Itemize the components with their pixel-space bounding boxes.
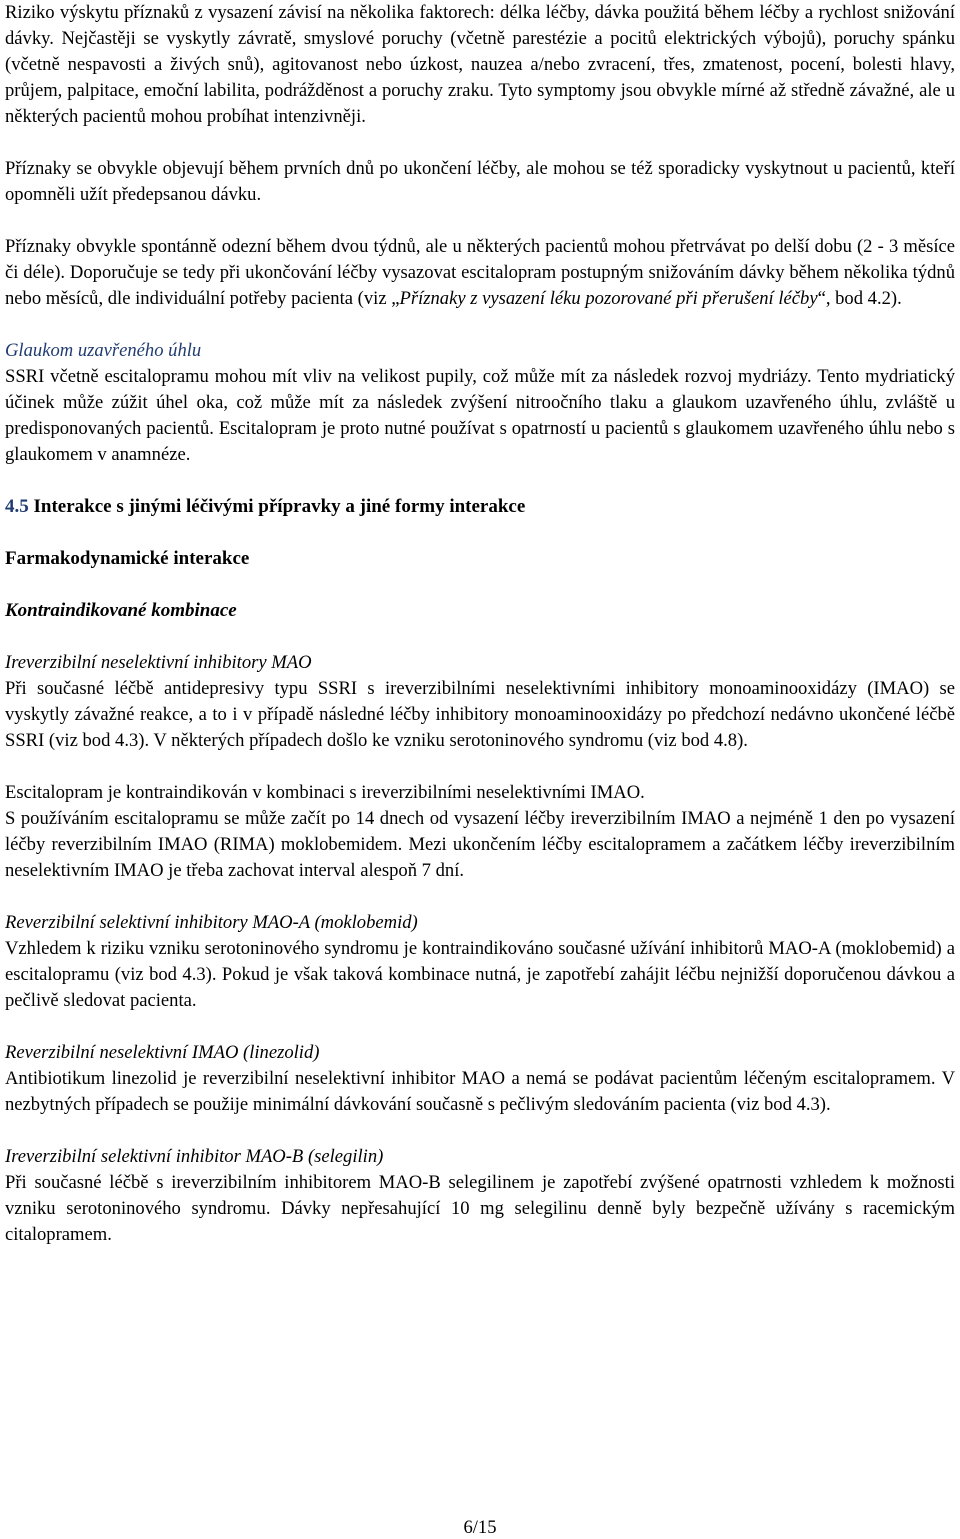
reversible-mao-a-heading: Reverzibilní selektivní inhibitory MAO-A (moklobemid) — [5, 912, 418, 933]
irreversible-mao-paragraph: Při současné léčbě antidepresivy typu SSRI s ireverzibilními neselektivními inhibitory monoaminooxidázy (IMAO) se vyskytly závažné reakce, a to i v případě následné léčby inhibitory monoaminooxidázy po předchozí nedávno ukončené léčbě SSRI (viz bod 4.3). V některých případech došlo ke vzniku serotoninového syndromu (viz bod 4.8). — [5, 678, 955, 751]
text-span: “, bod 4.2). — [817, 288, 902, 309]
glaucoma-paragraph: SSRI včetně escitalopramu mohou mít vliv na velikost pupily, což může mít za následek rozvoj mydriázy. Tento mydriatický účinek může zúžit úhel oka, což může mít za následek zvýšení nitroočního tlaku a glaukom uzavřeného úhlu, zvláště u predisponovaných pacientů. Escitalopram je proto nutné používat s opatrností u pacientů s glaukomem uzavřeného úhlu nebo s glaukomem v anamnéze. — [5, 366, 955, 465]
subsection-heading: Farmakodynamické interakce — [5, 548, 250, 569]
selegilin-paragraph: Při současné léčbě s ireverzibilním inhibitorem MAO-B selegilinem je zapotřebí zvýšené opatrnosti vzhledem k možnosti vzniku serotoninového syndromu. Dávky nepřesahující 10 mg selegilinu denně byly bezpečně užívány s racemickým citalopramem. — [5, 1172, 955, 1245]
page-number: 6/15 — [463, 1517, 497, 1538]
selegilin-heading: Ireverzibilní selektivní inhibitor MAO-B (selegilin) — [5, 1146, 384, 1167]
contraindication-paragraph: S používáním escitalopramu se může začít po 14 dnech od vysazení léčby ireverzibilním IMAO a nejméně 1 den po vysazení léčby reverzibilním IMAO (RIMA) moklobemidem. Mezi ukončením léčby escitalopramem a začátkem léčby ireverzibilním neselektivním IMAO je třeba zachovat interval alespoň 7 dní. — [5, 808, 955, 881]
section-title: Interakce s jinými léčivými přípravky a jiné formy interakce — [28, 496, 526, 517]
irreversible-mao-heading: Ireverzibilní neselektivní inhibitory MAO — [5, 652, 312, 673]
contraindication-line: Escitalopram je kontraindikován v kombinaci s ireverzibilními neselektivními IMAO. — [5, 782, 645, 803]
linezolid-paragraph: Antibiotikum linezolid je reverzibilní neselektivní inhibitor MAO a nemá se podávat pacientům léčeným escitalopramem. V nezbytných případech se použije minimální dávkování současně s pečlivým sledováním pacienta (viz bod 4.3). — [5, 1068, 955, 1115]
section-number: 4.5 — [5, 496, 29, 517]
section-heading — [5, 494, 955, 520]
glaucoma-heading: Glaukom uzavřeného úhlu — [5, 340, 202, 361]
reversible-mao-a-paragraph: Vzhledem k riziku vzniku serotoninového syndromu je kontraindikováno současné užívání inhibitorů MAO-A (moklobemid) a escitalopramu (viz bod 4.3). Pokud je však taková kombinace nutná, je zapotřebí zahájit léčbu nejnižší doporučenou dávkou a pečlivě sledovat pacienta. — [5, 938, 955, 1011]
linezolid-heading: Reverzibilní neselektivní IMAO (linezolid) — [5, 1042, 320, 1063]
withdrawal-onset-paragraph: Příznaky se obvykle objevují během prvních dnů po ukončení léčby, ale mohou se též sporadicky vyskytnout u pacientů, kteří opomněli užít předepsanou dávku. — [5, 158, 955, 205]
document-page — [5, 0, 955, 1248]
withdrawal-risk-paragraph: Riziko výskytu příznaků z vysazení závisí na několika faktorech: délka léčby, dávka použitá během léčby a rychlost snižování dávky. Nejčastěji se vyskytly závratě, smyslové poruchy (včetně parestézie a pocitů elektrických výbojů), poruchy spánku (včetně nespavosti a živých snů), agitovanost nebo úzkost, nauzea a/nebo zvracení, třes, zmatenost, pocení, bolesti hlavy, průjem, palpitace, emoční labilita, podrážděnost a poruchy zraku. Tyto symptomy jsou obvykle mírné až středně závažné, ale u některých pacientů mohou probíhat intenzivněji. — [5, 2, 955, 127]
withdrawal-duration-paragraph — [5, 234, 955, 312]
subsubsection-heading: Kontraindikované kombinace — [5, 600, 237, 621]
text-span: Příznaky obvykle spontánně odezní během dvou týdnů, ale u některých pacientů mohou přetrvávat po delší dobu (2 - 3 měsíce či déle). Doporučuje se tedy při ukončování léčby vysazovat escitalopram postupným snižováním dávky během několika týdnů nebo měsíců, dle individuální potřeby pacienta (viz „ — [5, 236, 955, 309]
section-reference-italic: Příznaky z vysazení léku pozorované při přerušení léčby — [399, 288, 818, 309]
